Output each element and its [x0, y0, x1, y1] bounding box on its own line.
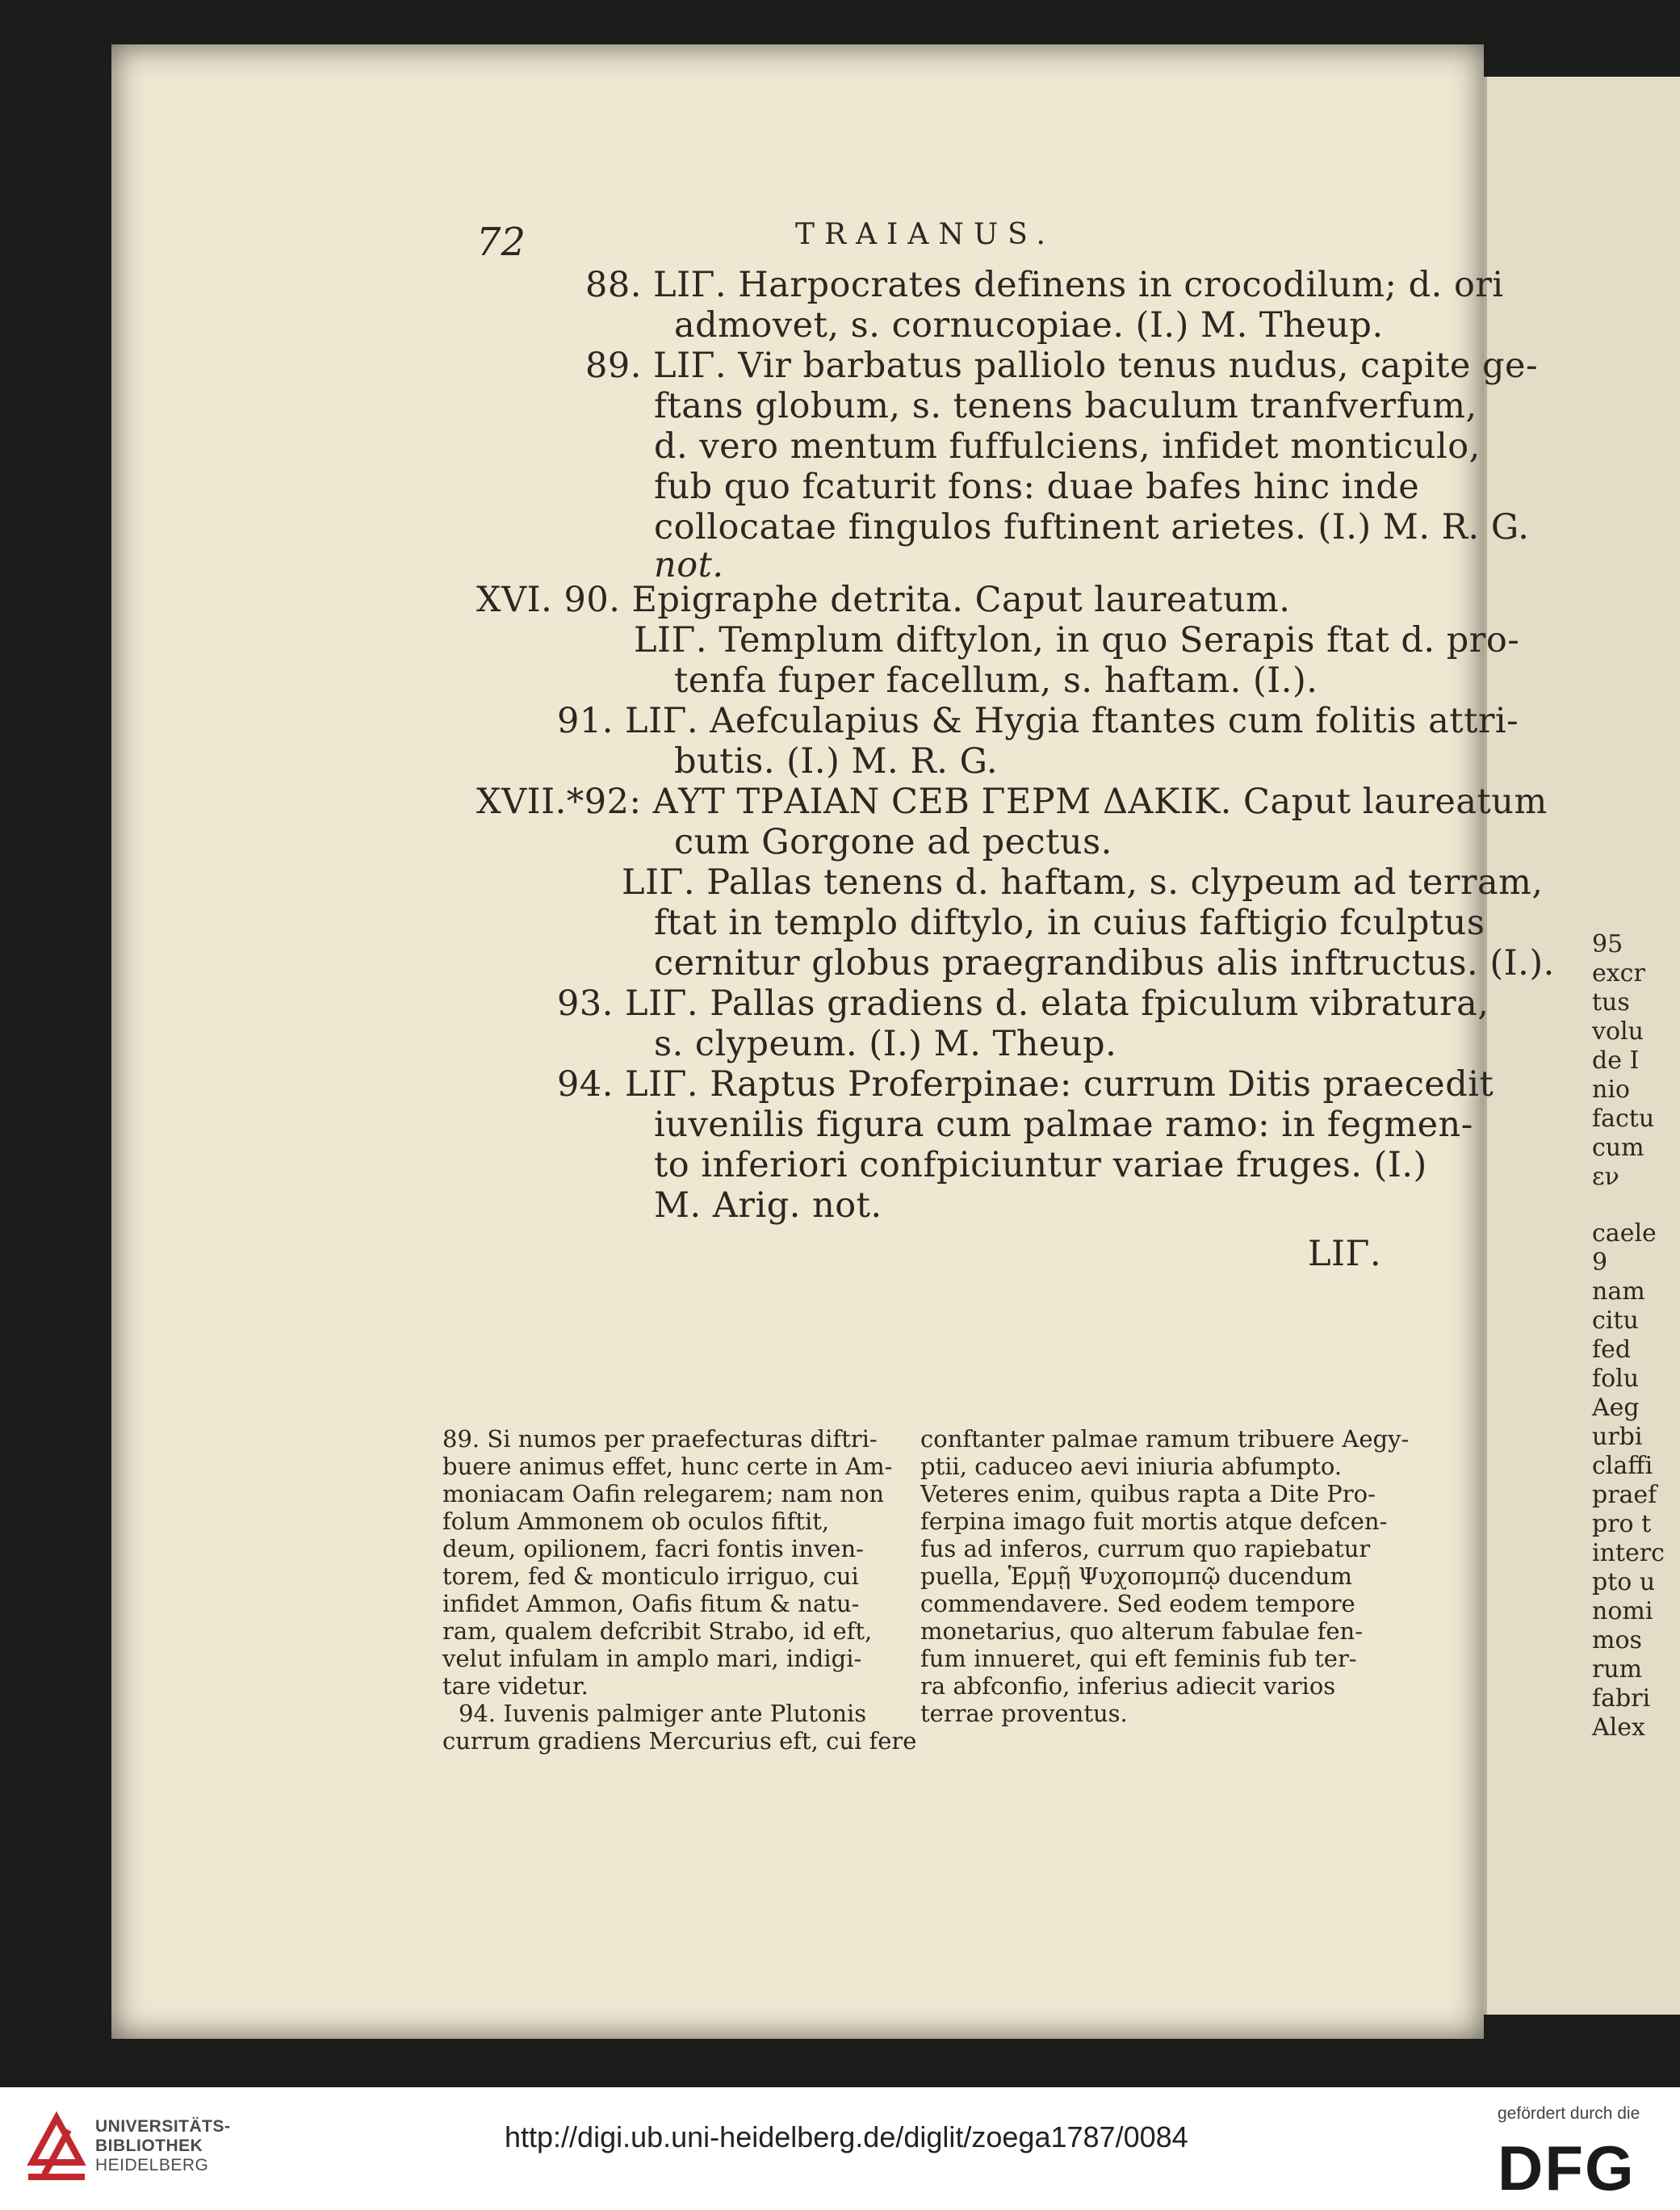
page-number: 72	[476, 220, 526, 265]
text-line: 91. LIΓ. Aefculapius & Hygia ftantes cum folitis attri-	[557, 701, 1519, 741]
facing-fragment: Alex	[1592, 1713, 1645, 1742]
facing-fragment: factu	[1592, 1105, 1655, 1133]
note-line: ptii, caduceo aevi iniuria abfumpto.	[920, 1453, 1343, 1480]
text-line: to inferiori confpiciuntur variae fruges. (I.)	[654, 1145, 1427, 1185]
note-line: 94. Iuvenis palmiger ante Plutonis	[459, 1700, 867, 1727]
text-line: 89. LIΓ. Vir barbatus palliolo tenus nudus, capite ge-	[585, 346, 1539, 386]
facing-fragment: folu	[1592, 1365, 1640, 1393]
permalink-url[interactable]: http://digi.ub.uni-heidelberg.de/diglit/zoega1787/0084	[505, 2120, 1188, 2153]
text-line: ftans globum, s. tenens baculum tranfverfum,	[654, 386, 1477, 426]
note-line: fus ad inferos, currum quo rapiebatur	[920, 1535, 1371, 1562]
facing-fragment: 95	[1592, 930, 1623, 958]
text-line: M. Arig. not.	[654, 1185, 882, 1226]
note-line: deum, opilionem, facri fontis inven-	[442, 1535, 864, 1562]
facing-fragment: εν	[1592, 1163, 1619, 1191]
library-name-line: UNIVERSITÄTS-	[95, 2117, 231, 2136]
facing-fragment: excr	[1592, 959, 1645, 988]
text-line: s. clypeum. (I.) M. Theup.	[654, 1024, 1117, 1064]
note-line: infidet Ammon, Oafis fitum & natu-	[442, 1590, 860, 1617]
text-line: LIΓ. Templum diftylon, in quo Serapis ftat d. pro-	[634, 620, 1520, 660]
text-line: 93. LIΓ. Pallas gradiens d. elata fpiculum vibratura,	[557, 983, 1489, 1024]
note-line: buere animus effet, hunc certe in Am-	[442, 1453, 893, 1480]
text-line: fub quo fcaturit fons: duae bafes hinc inde	[654, 467, 1420, 507]
note-line: velut infulam in amplo mari, indigi-	[442, 1645, 862, 1672]
text-line: iuvenilis figura cum palmae ramo: in fegmen-	[654, 1105, 1473, 1145]
text-line: cum Gorgone ad pectus.	[674, 822, 1112, 862]
running-title: TRAIANUS.	[795, 218, 1055, 251]
text-line: not.	[654, 545, 724, 585]
facing-fragment: nomi	[1592, 1597, 1653, 1625]
facing-fragment: Aeg	[1592, 1394, 1640, 1422]
note-line: ram, qualem defcribit Strabo, id eft,	[442, 1617, 873, 1645]
text-line: ftat in templo diftylo, in cuius faftigio fculptus	[654, 903, 1485, 943]
note-line: monetarius, quo alterum fabulae fen-	[920, 1617, 1364, 1645]
note-line: folum Ammonem ob oculos fiftit,	[442, 1508, 830, 1535]
text-line: d. vero mentum fuffulciens, infidet monticulo,	[654, 426, 1481, 467]
library-name-line: BIBLIOTHEK	[95, 2137, 203, 2155]
note-line: 89. Si numos per praefecturas diftri-	[442, 1425, 878, 1453]
facing-fragment: cum	[1592, 1134, 1644, 1162]
note-line: moniacam Oafin relegarem; nam non	[442, 1480, 885, 1508]
facing-fragment: citu	[1592, 1306, 1639, 1335]
university-library-logo-icon	[16, 2106, 97, 2187]
facing-fragment: pto u	[1592, 1568, 1656, 1596]
facing-fragment: fabri	[1592, 1684, 1651, 1713]
facing-fragment: nam	[1592, 1277, 1645, 1306]
note-line: conftanter palmae ramum tribuere Aegy-	[920, 1425, 1410, 1453]
text-line: XVII.*92: ΑΥΤ ΤΡΑΙΑΝ ϹΕΒ ΓΕΡΜ ΔΑΚΙΚ. Caput laureatum	[476, 782, 1548, 822]
facing-fragment: fed	[1592, 1336, 1632, 1364]
text-line: admovet, s. cornucopiae. (I.) M. Theup.	[674, 305, 1384, 346]
facing-fragment: mos	[1592, 1626, 1642, 1654]
text-line: tenfa fuper facellum, s. haftam. (I.).	[674, 660, 1318, 701]
note-line: Veteres enim, quibus rapta a Dite Pro-	[920, 1480, 1376, 1508]
text-line: XVI. 90. Epigraphe detrita. Caput laureatum.	[476, 580, 1291, 620]
text-line: 94. LIΓ. Raptus Proferpinae: currum Ditis praecedit	[557, 1064, 1494, 1105]
catchword: LIΓ.	[1308, 1234, 1382, 1274]
library-name-line: HEIDELBERG	[95, 2156, 209, 2174]
note-line: puella, Ἑρμῇ Ψυχοπομπῷ ducendum	[920, 1562, 1353, 1590]
facing-fragment: volu	[1592, 1017, 1644, 1046]
facing-fragment: de I	[1592, 1046, 1640, 1075]
text-line: butis. (I.) M. R. G.	[674, 741, 999, 782]
note-line: ra abfconfio, inferius adiecit varios	[920, 1672, 1336, 1700]
facing-fragment: pro t	[1592, 1510, 1652, 1538]
facing-fragment: 9	[1592, 1248, 1608, 1277]
facing-fragment: caele	[1592, 1219, 1657, 1248]
sponsor-caption: gefördert durch die	[1498, 2104, 1640, 2123]
facing-fragment: rum	[1592, 1655, 1643, 1684]
note-line: commendavere. Sed eodem tempore	[920, 1590, 1355, 1617]
note-line: currum gradiens Mercurius eft, cui fere	[442, 1727, 917, 1755]
facing-fragment: nio	[1592, 1076, 1630, 1104]
text-line: LIΓ. Pallas tenens d. haftam, s. clypeum ad terram,	[622, 862, 1544, 903]
facing-fragment: urbi	[1592, 1423, 1643, 1451]
facing-fragment: interc	[1592, 1539, 1665, 1567]
text-line: collocatae fingulos fuftinent arietes. (I.) M. R. G.	[654, 507, 1530, 547]
note-line: ferpina imago fuit mortis atque defcen-	[920, 1508, 1388, 1535]
facing-fragment: claffi	[1592, 1452, 1653, 1480]
note-line: terrae proventus.	[920, 1700, 1128, 1727]
note-line: tare videtur.	[442, 1672, 589, 1700]
note-line: fum innueret, qui eft feminis fub ter-	[920, 1645, 1357, 1672]
text-line: cernitur globus praegrandibus alis inftructus. (I.).	[654, 943, 1555, 983]
note-line: torem, fed & monticulo irriguo, cui	[442, 1562, 859, 1590]
facing-fragment: tus	[1592, 988, 1630, 1017]
dfg-logo: DFG	[1498, 2132, 1636, 2204]
facing-fragment: praef	[1592, 1481, 1657, 1509]
text-line: 88. LIΓ. Harpocrates definens in crocodilum; d. ori	[585, 265, 1504, 305]
